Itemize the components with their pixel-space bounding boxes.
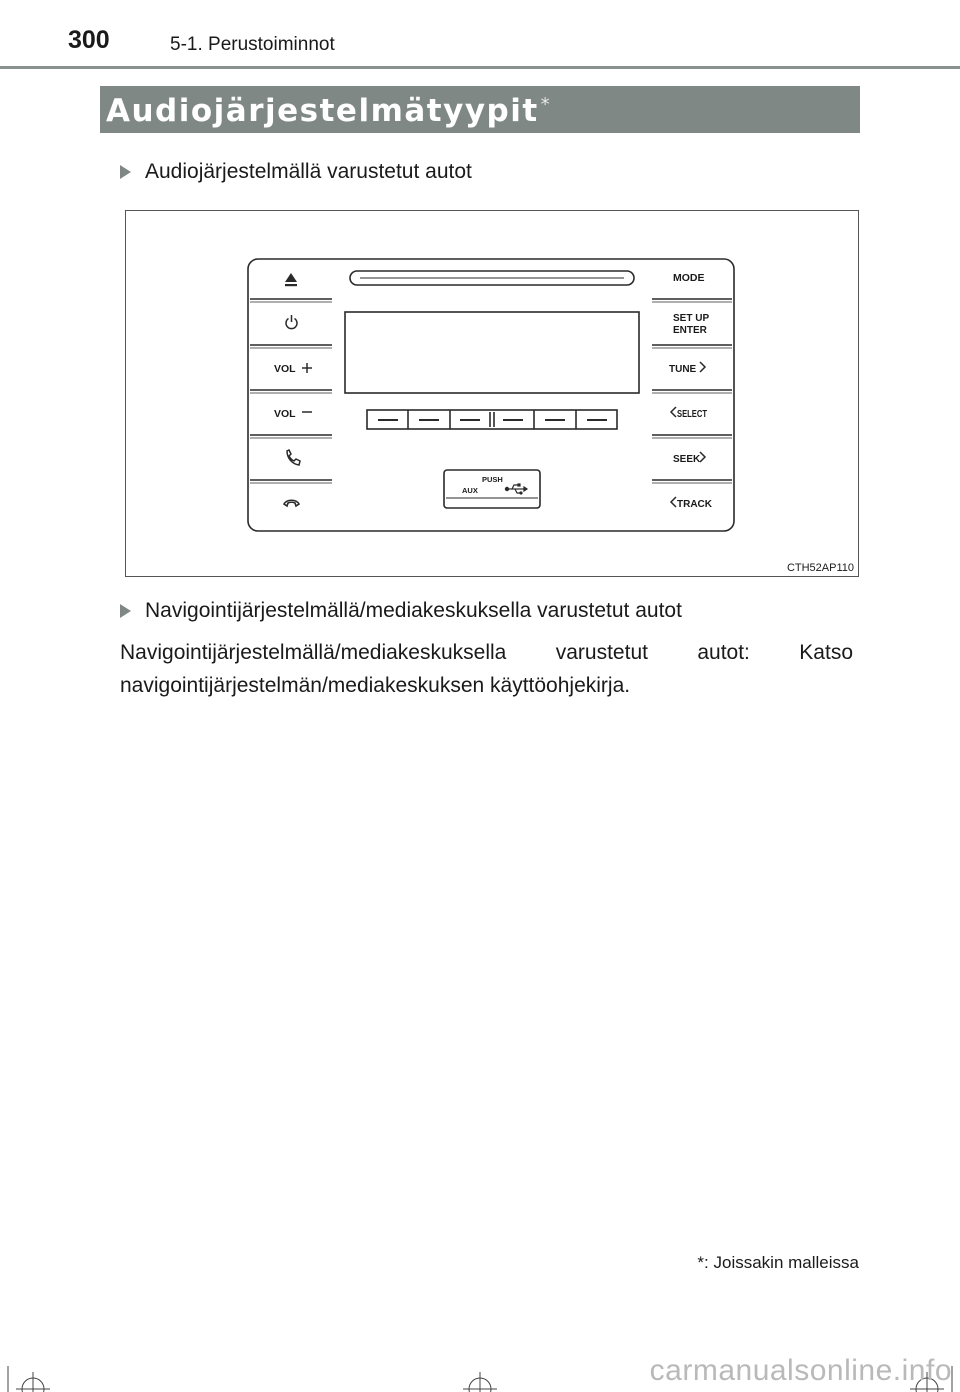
triangle-bullet-icon [120,165,131,179]
mode-label: MODE [673,272,705,284]
page-title [106,93,551,129]
aux-label: AUX [462,486,478,495]
title-text: Audiojärjestelmätyypit [106,93,539,129]
bullet-text: Navigointijärjestelmällä/mediakeskuksella varustetut autot [145,599,682,622]
figure-code: CTH52AP110 [786,562,854,574]
tune-label: TUNE [669,364,697,375]
usb-icon [505,484,527,494]
footnote [697,1253,859,1273]
bullet-navigation [120,599,682,623]
select-label: SELECT [677,409,707,420]
triangle-bullet-icon [120,604,131,618]
power-icon [286,315,297,329]
chevron-right-icon [700,452,705,462]
setup-label: SET UP [673,313,710,324]
enter-label: ENTER [673,325,707,336]
audio-unit-illustration [126,211,858,576]
preset-buttons [367,410,617,429]
plus-icon [302,363,312,373]
watermark: carmanualsonline.info [649,1354,952,1387]
bullet-audio [120,160,472,184]
audio-unit-figure [125,210,859,577]
body-paragraph: Navigointijärjestelmällä/mediakeskuksella varustetut autot: Katso navigointijärjestelmän/mediakeskuksen käyttöohjekirja. [120,641,853,697]
chevron-left-icon [671,497,676,507]
chevron-left-icon [671,407,676,417]
bullet-text: Audiojärjestelmällä varustetut autot [145,160,472,183]
page-number: 300 [68,26,110,54]
display-screen [345,312,639,393]
chevron-right-icon [700,362,705,372]
phone-icon [287,450,300,465]
section-title: 5-1. Perustoiminnot [170,34,335,55]
push-label: PUSH [482,475,503,484]
eject-icon [285,273,297,286]
seek-label: SEEK [673,454,701,465]
asterisk-icon: * [540,93,552,115]
vol-down-label: VOL [274,408,296,420]
track-label: TRACK [677,499,712,510]
footnote-text: : Joissakin malleissa [704,1253,859,1272]
header-rule [0,66,960,69]
hang-up-icon [284,500,299,506]
asterisk-icon: * [697,1253,705,1272]
vol-up-label: VOL [274,363,296,375]
title-bar [100,86,860,133]
